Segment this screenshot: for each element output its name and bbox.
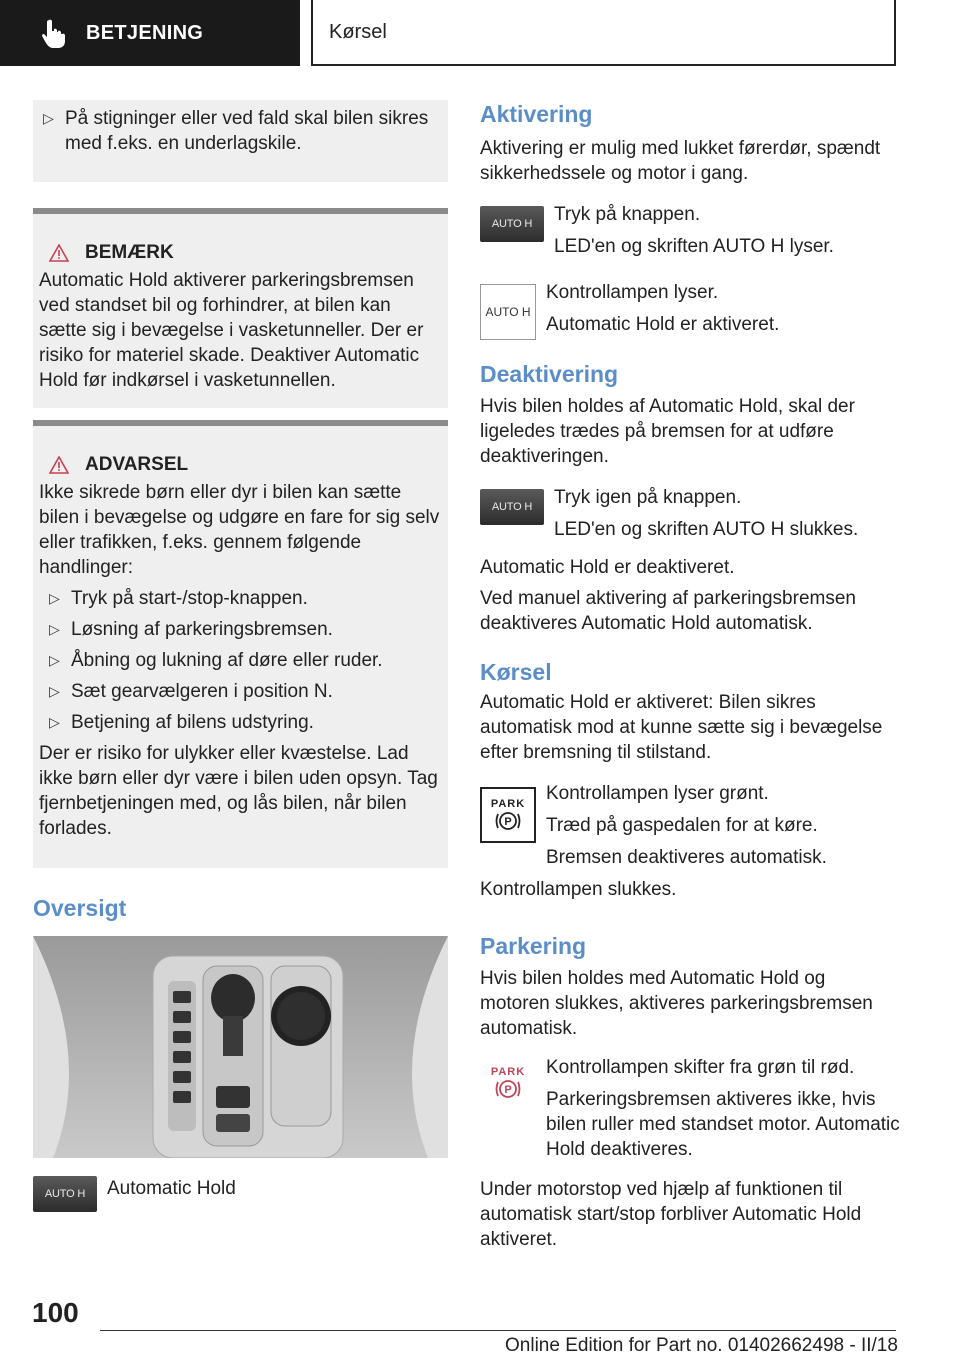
warning-intro: Ikke sikrede børn eller dyr i bilen kan sætte bilen i bevægelse og udgøre en fare for sig selv eller trafikken, f.eks. gennem følgende handlinger: [39,482,440,578]
button-legend: AUTO H Automatic Hold [33,1176,448,1212]
list-item: ▷ Åbning og lukning af døre eller ruder. [39,648,440,673]
center-console-photo [33,936,448,1158]
activation-step-2: AUTO H Kontrollampen lyser. Automatic Hold er aktiveret. [480,280,900,344]
note-box [33,208,448,408]
edition-info: Online Edition for Part no. 01402662498 - II/18 [505,1335,898,1356]
left-column [33,100,448,1212]
warning-triangle-icon [49,456,69,474]
warning-triangle-icon [49,244,69,262]
triangle-bullet-icon: ▷ [49,714,60,730]
note-heading: BEMÆRK [39,242,440,264]
triangle-bullet-icon: ▷ [43,110,54,126]
warning-outro: Der er risiko for ulykker eller kvæstelse. Lad ikke børn eller dyr være i bilen uden opsyn. Tag fjernbetjeningen med, og lås bilen, når bilen forlades. [39,743,438,839]
parking-heading: Parkering [480,933,587,959]
svg-text:P: P [504,816,512,828]
driving-lamp-row: PARK P Kontrollampen lyser grønt. Træd på gaspedalen for at køre. Bremsen deaktiveres automatisk. [480,781,900,877]
triangle-bullet-icon: ▷ [49,683,60,699]
parking-intro: Hvis bilen holdes med Automatic Hold og motoren slukkes, aktiveres parkeringsbremsen automatisk. [480,968,873,1039]
activation-heading: Aktivering [480,101,593,127]
section-title: Kørsel [311,0,896,66]
triangle-bullet-icon: ▷ [49,652,60,668]
auto-h-button-icon: AUTO H [480,206,544,242]
triangle-bullet-icon: ▷ [49,590,60,606]
right-column: Aktivering Aktivering er mulig med lukket førerdør, spændt sikkerhedssele og motor i gang. AUTO H Tryk på knappen. LED'en og skriften AUTO H lyser. AUTO H Kontrollampen lyser. Automatic Hold er aktiveret. Deaktivering Hvis bilen holdes af Automatic Hold, skal der ligeledes trædes på bremsen for at udføre deaktiveringen. AUTO H Tryk igen på knappen. LED'en og skriften AUTO H slukkes. Automatic Hold er deaktiveret. Ved manuel aktivering af parkeringsbremsen deaktiveres Automatic Hold automatisk. Kørsel Automatic Hold er aktiveret: Bilen sikres automatisk mod at kunne sætte sig i bevægelse efter bremsning til stilstand. PARK P Kontrollampen lyser grønt. Træd på gaspedalen for at køre. Bremsen deaktiveres automatisk. Kontrollampen slukkes. Parkering Hvis bilen holdes med Automatic Hold og motoren slukkes, aktiveres parkeringsbremsen automatisk. PARK P Kontrollampen skifter fra grøn til rød. Parkeringsbremsen aktiveres ikke, hvis bilen ruller med standset motor. Automatic Hold deaktiveres. Under motorstop ved hjælp af funktionen til automatisk start/stop forbliver Automatic Hold aktiveret. [480,101,900,1250]
auto-h-indicator-icon: AUTO H [480,284,536,340]
parking-lamp-row: PARK P Kontrollampen skifter fra grøn til rød. Parkeringsbremsen aktiveres ikke, hvis bilen ruller med standset motor. Automatic Hold deaktiveres. [480,1055,900,1169]
warning-heading: ADVARSEL [39,454,440,476]
auto-h-button-icon: AUTO H [480,489,544,525]
driving-heading: Kørsel [480,659,552,685]
driving-intro: Automatic Hold er aktiveret: Bilen sikres automatisk mod at kunne sætte sig i bevægelse efter bremsning til stilstand. [480,692,883,763]
warning-box [33,420,448,868]
list-item: ▷ Tryk på start-/stop-knappen. [39,586,440,611]
overview-heading: Oversigt [33,895,127,921]
footer-divider [100,1330,896,1331]
page-number: 100 [32,1297,79,1328]
list-item: ▷ Løsning af parkeringsbremsen. [39,617,440,642]
activation-intro: Aktivering er mulig med lukket førerdør, spændt sikkerhedssele og motor i gang. [480,138,881,184]
deactivation-step-1: AUTO H Tryk igen på knappen. LED'en og skriften AUTO H slukkes. [480,485,900,549]
parking-brake-symbol-icon [495,810,521,832]
svg-text:P: P [504,1084,512,1096]
deactivation-intro: Hvis bilen holdes af Automatic Hold, skal der ligeledes trædes på bremsen for at udføre deaktiveringen. [480,396,855,467]
page-header [0,0,960,66]
center-console-illustration [33,936,448,1158]
list-item: ▷ Sæt gearvælgeren i position N. [39,679,440,704]
list-item: ▷ Betjening af bilens udstyring. [39,710,440,735]
parking-brake-symbol-icon [495,1078,521,1100]
triangle-bullet-icon: ▷ [49,621,60,637]
chapter-label: BETJENING [86,21,204,44]
note-text: Automatic Hold aktiverer parkeringsbremsen ved standset bil og forhindrer, at bilen kan sætte sig i bevægelse i vasketunneller. Der er risiko for materiel skade. Deaktiver Automatic Hold før indkørsel i vasketunnellen. [39,270,424,391]
deactivation-heading: Deaktivering [480,361,619,387]
hand-pointer-icon [40,18,66,48]
auto-h-button-icon: AUTO H [33,1176,97,1212]
activation-step-1: AUTO H Tryk på knappen. LED'en og skriften AUTO H lyser. [480,202,900,266]
chapter-tab [0,0,300,66]
list-item: ▷ På stigninger eller ved fald skal bilen sikres med f.eks. en underlagskile. [33,106,440,156]
top-bullet-box [33,100,448,182]
park-indicator-red-icon: PARK P [480,1055,536,1111]
park-indicator-icon: PARK P [480,787,536,843]
